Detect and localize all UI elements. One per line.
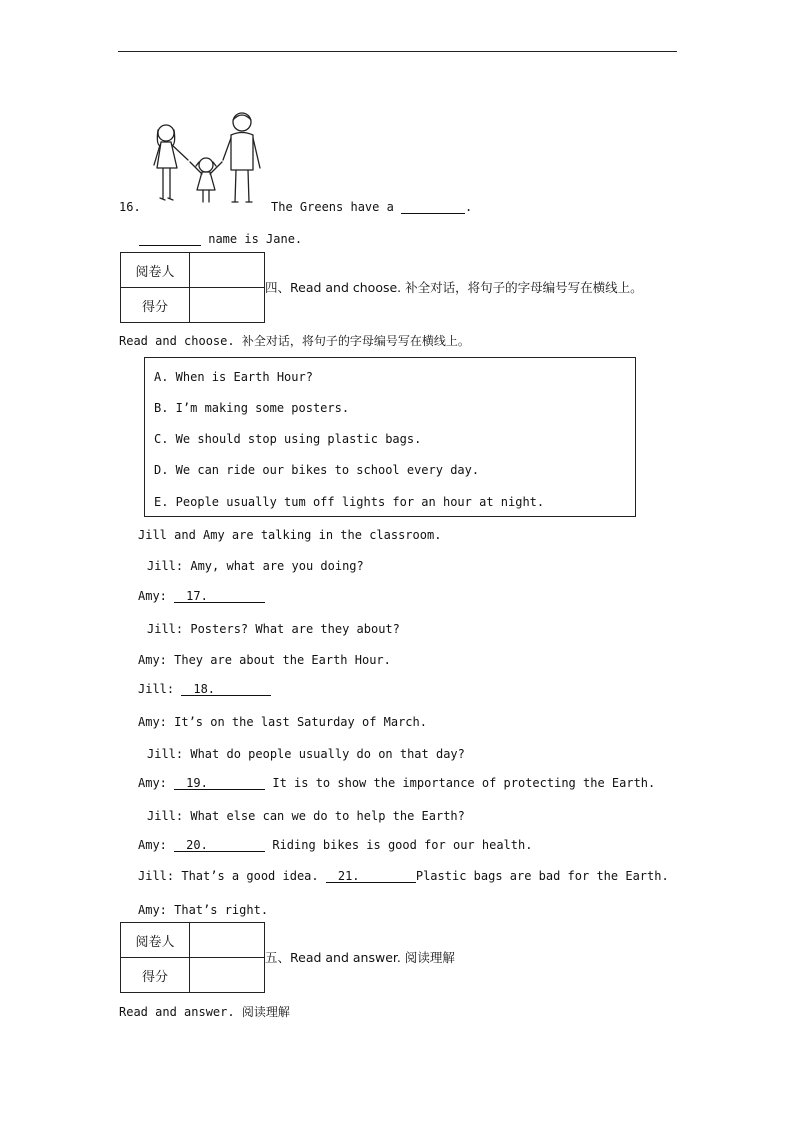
dialogue-line: Jill: What else can we do to help the Earth? (147, 809, 465, 823)
section-instruction: Read and answer. 阅读理解 (119, 1005, 290, 1019)
dialogue-line: Amy: 20. Riding bikes is good for our health. (138, 838, 533, 852)
section-heading: 四、Read and choose. 补全对话，将句子的字母编号写在横线上。 (265, 280, 643, 295)
answer-blank[interactable]: 17. (174, 589, 265, 603)
score-cell (190, 958, 265, 993)
answer-blank[interactable]: 20. (174, 838, 265, 852)
answer-blank[interactable] (139, 232, 201, 246)
option-a: A. When is Earth Hour? (154, 370, 313, 384)
option-b: B. I’m making some posters. (154, 401, 350, 415)
answer-blank[interactable] (401, 200, 465, 214)
dialogue-line: Amy: 17. (138, 589, 265, 603)
section-heading: 五、Read and answer. 阅读理解 (265, 950, 455, 965)
dialogue-line: Amy: That’s right. (138, 903, 269, 917)
question-16-line1 (271, 200, 472, 214)
score-cell (190, 288, 265, 323)
dialogue-line: Amy: They are about the Earth Hour. (138, 653, 391, 667)
answer-blank[interactable]: 21. (326, 869, 416, 883)
dialogue-line: Jill: 18. (138, 682, 271, 696)
dialogue-intro: Jill and Amy are talking in the classroom. (138, 528, 442, 542)
question-number: 16. (119, 200, 141, 214)
options-box (144, 357, 636, 517)
dialogue-line: Jill: What do people usually do on that day? (147, 747, 465, 761)
section-instruction: Read and choose. 补全对话，将句子的字母编号写在横线上。 (119, 334, 470, 348)
question-punct: . (465, 200, 473, 214)
question-16-line2 (139, 232, 302, 246)
grader-label: 阅卷人 (121, 923, 190, 958)
dialogue-line: Jill: Posters? What are they about? (147, 622, 400, 636)
option-c: C. We should stop using plastic bags. (154, 432, 422, 446)
dialogue-line: Jill: That’s a good idea. 21. Plastic bags are bad for the Earth. (138, 869, 669, 883)
score-label: 得分 (121, 288, 190, 323)
score-table (120, 252, 265, 323)
dialogue-line: Amy: It’s on the last Saturday of March. (138, 715, 427, 729)
question-text: The Greens have a (271, 200, 402, 214)
answer-blank[interactable]: 18. (181, 682, 271, 696)
answer-blank[interactable]: 19. (174, 776, 265, 790)
family-illustration (148, 110, 272, 208)
grader-cell (190, 253, 265, 288)
dialogue-line: Amy: 19. It is to show the importance of protecting the Earth. (138, 776, 656, 790)
question-text: name is Jane. (201, 232, 303, 246)
dialogue-line: Jill: Amy, what are you doing? (147, 559, 364, 573)
grader-label: 阅卷人 (121, 253, 190, 288)
score-table (120, 922, 265, 993)
grader-cell (190, 923, 265, 958)
option-e: E. People usually tum off lights for an hour at night. (154, 495, 545, 509)
option-d: D. We can ride our bikes to school every day. (154, 463, 480, 477)
header-rule (118, 51, 677, 52)
score-label: 得分 (121, 958, 190, 993)
